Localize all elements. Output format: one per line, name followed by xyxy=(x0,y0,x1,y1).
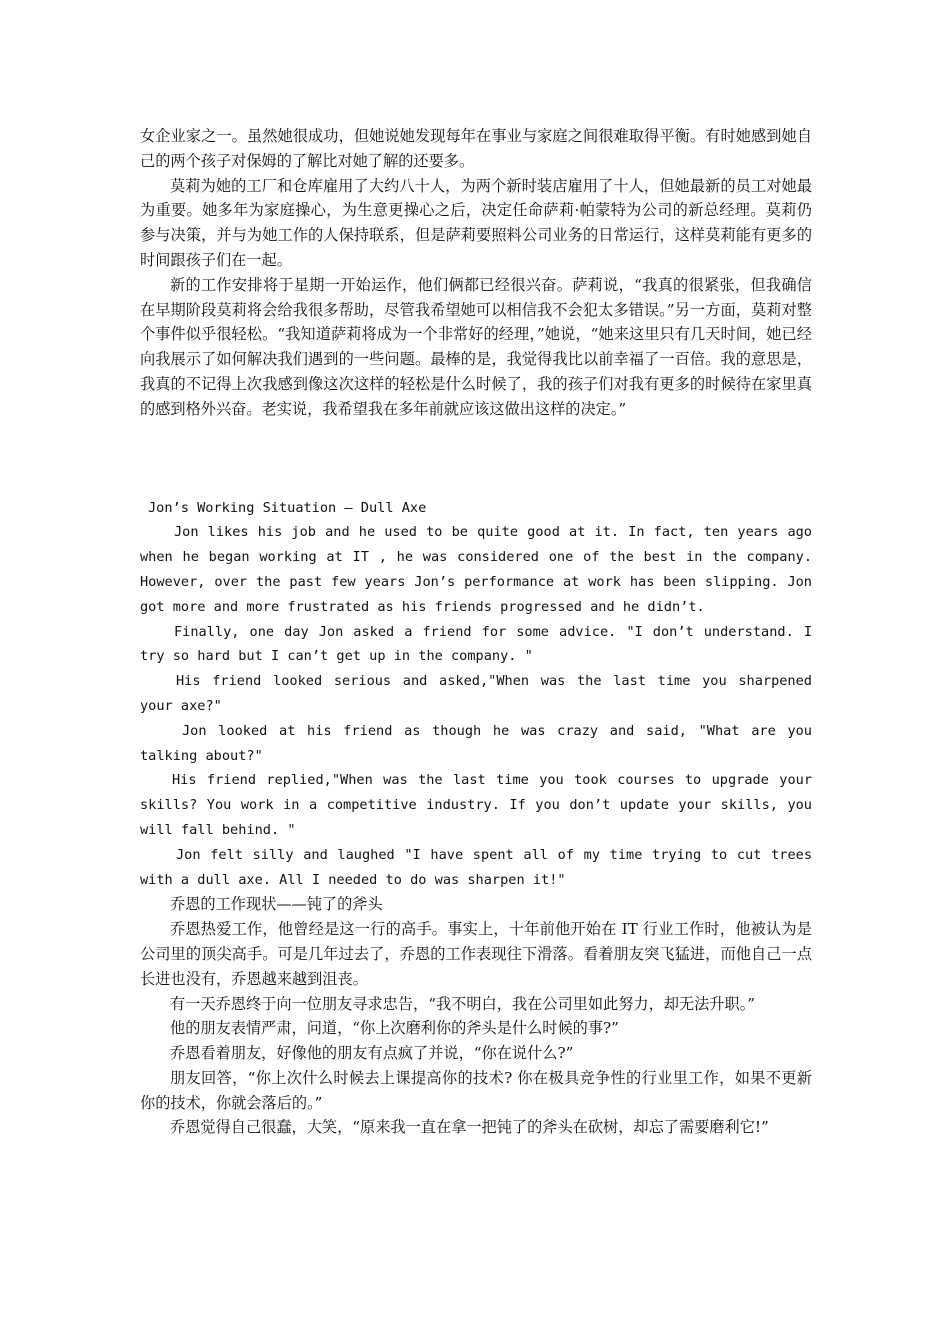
zh-story-paragraph-5: 朋友回答，“你上次什么时候去上课提高你的技术? 你在极具竞争性的行业里工作，如果不更新你的技术，你就会落后的。” xyxy=(140,1068,812,1112)
english-story-title: Jon’s Working Situation — Dull Axe xyxy=(148,499,427,516)
zh-story-paragraph-4: 乔恩看着朋友，好像他的朋友有点疯了并说，“你在说什么?” xyxy=(170,1044,574,1063)
section-gap xyxy=(140,422,812,496)
en-paragraph-2: Finally, one day Jon asked a friend for some advice. "I don’t understand. I try so hard but I can’t get up in the company. " xyxy=(140,623,812,665)
en-paragraph-1: Jon likes his job and he used to be quite good at it. In fact, ten years ago when he began working at IT , he was considered one of the best in the company. However, over the past few years Jon’s performance at work has been slipping. Jon got more and more frustrated as his friends progressed and he didn’t. xyxy=(140,524,812,615)
zh-story-paragraph-6: 乔恩觉得自己很蠢，大笑，“原来我一直在拿一把钝了的斧头在砍树，却忘了需要磨利它!” xyxy=(170,1118,769,1137)
chinese-story-title: 乔恩的工作现状——钝了的斧头 xyxy=(170,895,383,914)
en-paragraph-3: His friend looked serious and asked,"When was the last time you sharpened your axe?" xyxy=(140,673,812,714)
zh-paragraph-continued: 女企业家之一。虽然她很成功，但她说她发现每年在事业与家庭之间很难取得平衡。有时她感到她自己的两个孩子对保姆的了解比对她了解的还要多。 xyxy=(140,127,812,170)
en-paragraph-6: Jon felt silly and laughed "I have spent all of my time trying to cut trees with a dull axe. All I needed to do was sharpen it!" xyxy=(140,846,812,888)
en-paragraph-4: Jon looked at his friend as though he was crazy and said, "What are you talking about?" xyxy=(140,722,812,764)
zh-paragraph-molly-staff: 莫莉为她的工厂和仓库雇用了大约八十人，为两个新时装店雇用了十人，但她最新的员工对她最为重要。她多年为家庭操心，为生意更操心之后，决定任命萨莉·帕蒙特为公司的新总经理。莫莉仍参与决策，并与为她工作的人保持联系，但是萨莉要照料公司业务的日常运行，这样莫莉能有更多的时间跟孩子们在一起。 xyxy=(140,176,812,269)
zh-story-paragraph-2: 有一天乔恩终于向一位朋友寻求忠告，“我不明白，我在公司里如此努力，却无法升职。” xyxy=(170,994,756,1013)
en-paragraph-5: His friend replied,"When was the last time you took courses to upgrade your skills? You work in a competitive industry. If you don’t update your skills, you will fall behind. " xyxy=(140,772,812,838)
zh-story-paragraph-3: 他的朋友表情严肃，问道，“你上次磨利你的斧头是什么时候的事?” xyxy=(170,1019,619,1038)
document-page xyxy=(140,124,812,1140)
zh-story-paragraph-1: 乔恩热爱工作，他曾经是这一行的高手。事实上，十年前他开始在 IT 行业工作时，他被认为是公司里的顶尖高手。可是几年过去了，乔恩的工作表现往下滑落。看着朋友突飞猛进，而他自己一点长进也没有，乔恩越来越到沮丧。 xyxy=(140,920,812,988)
zh-paragraph-new-arrangement: 新的工作安排将于星期一开始运作，他们俩都已经很兴奋。萨莉说，“我真的很紧张，但我确信在早期阶段莫莉将会给我很多帮助，尽管我希望她可以相信我不会犯太多错误。”另一方面，莫莉对整个事件似乎很轻松。“我知道萨莉将成为一个非常好的经理，”她说，“她来这里只有几天时间，她已经向我展示了如何解决我们遇到的一些问题。最棒的是，我觉得我比以前幸福了一百倍。我的意思是，我真的不记得上次我感到像这次这样的轻松是什么时候了，我的孩子们对我有更多的时候待在家里真的感到格外兴奋。老实说，我希望我在多年前就应该这做出这样的决定。” xyxy=(140,275,812,418)
